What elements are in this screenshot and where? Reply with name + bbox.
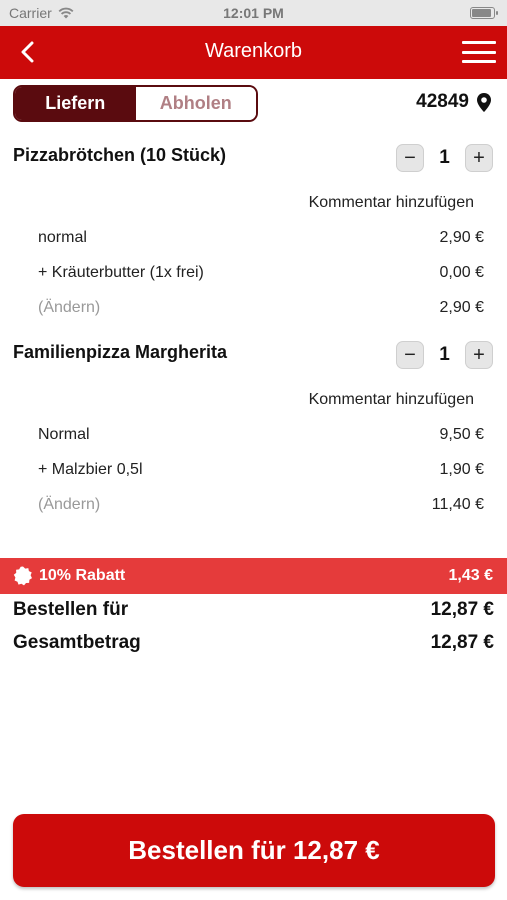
summary-value: 12,87 € [430, 632, 494, 653]
summary-row [13, 599, 494, 621]
minus-icon: − [404, 146, 416, 169]
item-total-line [38, 496, 484, 514]
increase-button[interactable] [465, 144, 493, 172]
quantity-stepper [396, 341, 493, 369]
location-pin-icon [477, 93, 491, 112]
change-link[interactable]: (Ändern) [38, 496, 101, 513]
line-label: + Malzbier 0,5l [38, 461, 143, 478]
decrease-button[interactable] [396, 144, 424, 172]
place-order-button[interactable]: Bestellen für 12,87 € [13, 814, 495, 887]
discount-bar [0, 558, 507, 594]
item-total: 2,90 € [439, 299, 484, 316]
line-price: 2,90 € [439, 229, 484, 246]
discount-label-group [13, 566, 449, 586]
navigation-bar [0, 26, 507, 79]
zip-code-selector[interactable] [416, 91, 491, 113]
decrease-button[interactable] [396, 341, 424, 369]
tab-liefern[interactable]: Liefern [15, 87, 136, 120]
status-bar [0, 0, 507, 26]
carrier-label: Carrier [9, 5, 52, 21]
line-price: 9,50 € [439, 426, 484, 443]
minus-icon: − [404, 343, 416, 366]
zip-code-value: 42849 [416, 91, 469, 112]
plus-icon: + [473, 343, 485, 366]
delivery-mode-toggle [13, 85, 258, 122]
item-line [38, 229, 484, 247]
discount-label: 10% Rabatt [39, 567, 126, 584]
battery-icon [470, 7, 495, 19]
line-price: 1,90 € [439, 461, 484, 478]
quantity-value: 1 [439, 147, 450, 168]
line-label: normal [38, 229, 87, 246]
discount-amount: 1,43 € [448, 567, 493, 584]
summary-row [13, 632, 494, 654]
summary-label: Gesamtbetrag [13, 632, 141, 653]
discount-badge-icon [13, 566, 33, 586]
plus-icon: + [473, 146, 485, 169]
item-total: 11,40 € [431, 496, 484, 513]
add-comment-link[interactable]: Kommentar hinzufügen [308, 391, 474, 408]
line-price: 0,00 € [439, 264, 484, 281]
increase-button[interactable] [465, 341, 493, 369]
line-label: + Kräuterbutter (1x frei) [38, 264, 204, 281]
cart-item-name: Familienpizza Margherita [13, 342, 228, 362]
quantity-value: 1 [439, 344, 450, 365]
tab-abholen[interactable]: Abholen [136, 87, 257, 120]
cart-item-name: Pizzabrötchen (10 Stück) [13, 145, 227, 165]
item-line [38, 426, 484, 444]
status-time: 12:01 PM [223, 5, 284, 21]
quantity-stepper [396, 144, 493, 172]
add-comment-link[interactable]: Kommentar hinzufügen [308, 194, 474, 211]
line-label: Normal [38, 426, 90, 443]
item-total-line [38, 299, 484, 317]
page-title: Warenkorb [204, 40, 303, 62]
item-line [38, 461, 484, 479]
battery-level [472, 9, 491, 17]
item-line [38, 264, 484, 282]
hamburger-menu-icon[interactable] [461, 39, 497, 65]
summary-label: Bestellen für [13, 599, 129, 620]
change-link[interactable]: (Ändern) [38, 299, 101, 316]
summary-value: 12,87 € [430, 599, 494, 620]
